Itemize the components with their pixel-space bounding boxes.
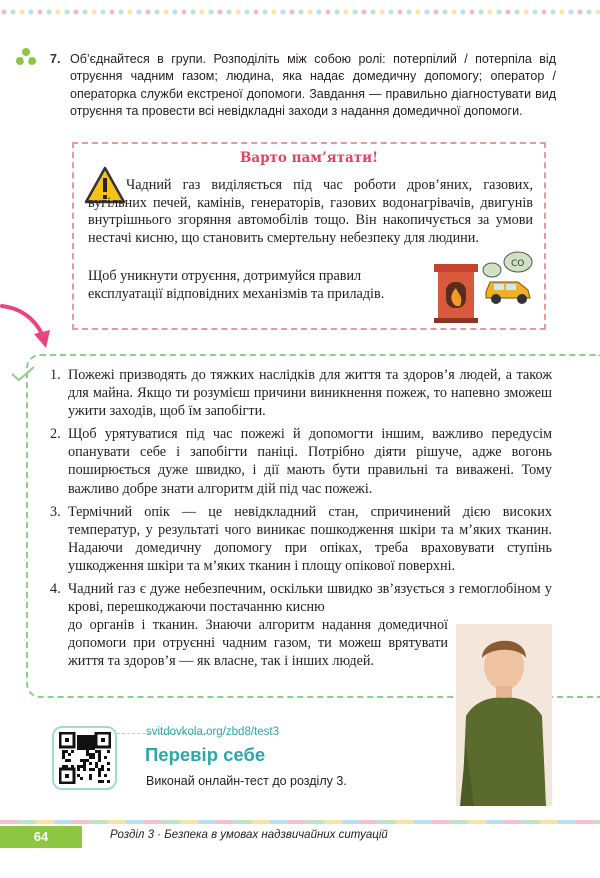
border-dot	[101, 10, 106, 15]
qr-cell	[98, 750, 101, 753]
qr-cell	[89, 744, 92, 747]
border-dot	[2, 10, 7, 15]
qr-cell	[101, 765, 104, 768]
qr-cell	[89, 747, 92, 750]
qr-cell	[77, 747, 80, 750]
top-dot-border	[0, 8, 600, 16]
qr-cell	[98, 756, 101, 759]
list-item: 2. Щоб урятуватися під час пожежі й допомогти іншим, важливо передусім опанувати себе і запобігти паніці. Потрібно діяти рішуче, адже вогонь поширюється дуже швидко, і дії мають бути правильні та виважені. Тому важливо добре знати алгоритм дій під час пожежі.	[50, 426, 552, 497]
border-dot	[83, 10, 88, 15]
qr-cell	[89, 777, 92, 780]
qr-cell	[89, 762, 92, 765]
qr-cell	[86, 747, 89, 750]
qr-cell	[86, 753, 89, 756]
border-dot	[29, 10, 34, 15]
border-dot	[65, 10, 70, 15]
border-dot	[92, 10, 97, 15]
border-dot	[74, 10, 79, 15]
qr-cell	[62, 756, 65, 759]
qr-cell	[83, 768, 86, 771]
border-dot	[425, 10, 430, 15]
border-dot	[173, 10, 178, 15]
qr-cell	[65, 759, 68, 762]
qr-cell	[83, 738, 86, 741]
task-number: 7.	[50, 52, 61, 66]
border-dot	[290, 10, 295, 15]
pointer-arrow-icon	[0, 300, 60, 352]
remember-paragraph-2: Щоб уникнути отруєння, дотримуйся правил експлуатації відповідних механізмів та приладів.	[88, 268, 385, 302]
border-dot	[371, 10, 376, 15]
border-dot	[245, 10, 250, 15]
border-dot	[434, 10, 439, 15]
qr-cell	[68, 753, 71, 756]
qr-cell	[89, 768, 92, 771]
qr-cell	[86, 759, 89, 762]
qr-cell	[98, 753, 101, 756]
qr-cell	[89, 774, 92, 777]
border-dot	[344, 10, 349, 15]
qr-cell	[77, 774, 80, 777]
border-dot	[461, 10, 466, 15]
border-dot	[470, 10, 475, 15]
qr-cell	[107, 780, 110, 783]
border-dot	[533, 10, 538, 15]
border-dot	[263, 10, 268, 15]
car-exhaust-icon	[478, 248, 536, 306]
qr-cell	[92, 768, 95, 771]
border-dot	[137, 10, 142, 15]
qr-cell	[89, 741, 92, 744]
border-dot	[578, 10, 583, 15]
border-dot	[389, 10, 394, 15]
qr-cell	[86, 738, 89, 741]
border-dot	[452, 10, 457, 15]
qr-cell	[71, 750, 74, 753]
border-dot	[569, 10, 574, 15]
qr-cell	[65, 750, 68, 753]
qr-cell	[98, 768, 101, 771]
qr-cell	[101, 768, 104, 771]
border-dot	[182, 10, 187, 15]
list-item: 4. Чадний газ є дуже небезпечним, оскільки швидко зв’язується з гемоглобіном у крові, перешкоджаючи постачанню кисню до органів і тканин. Знаючи алгоритм надання домедичної допомоги при отруєнні чадним газом, ти можеш врятувати життя та здоров’я — як власне, так і інших людей.	[50, 581, 552, 670]
page-number: 64	[0, 826, 82, 848]
border-dot	[488, 10, 493, 15]
qr-cell	[80, 777, 83, 780]
qr-cell	[80, 738, 83, 741]
qr-code-icon[interactable]	[59, 732, 111, 784]
border-dot	[299, 10, 304, 15]
qr-cell	[98, 780, 101, 783]
border-dot	[146, 10, 151, 15]
list-item: 1. Пожежі призводять до тяжких наслідків для життя та здоров’я людей, а також для майна. Якщо ти розумієш причини виникнення пожеж, то напевно зможеш ужити заходів, щоб їм запобігти.	[50, 367, 552, 420]
qr-cell	[104, 756, 107, 759]
remember-paragraph-1: Чадний газ виділяється під час роботи дров’яних, газових, вугільних печей, камінів, генераторів, газових водонагрівачів, двигунів внутрішнього згоряння автомобілів тощо. Він накопичується за умови нестачі кисню, що становить смертельну небезпеку для людини.	[88, 177, 533, 247]
border-dot	[326, 10, 331, 15]
test-subtitle: Виконай онлайн-тест до розділу 3.	[146, 774, 347, 788]
qr-cell	[62, 750, 65, 753]
border-dot	[353, 10, 358, 15]
qr-cell	[62, 753, 65, 756]
qr-cell	[95, 750, 98, 753]
border-dot	[38, 10, 43, 15]
border-dot	[416, 10, 421, 15]
border-dot	[362, 10, 367, 15]
border-dot	[497, 10, 502, 15]
qr-cell	[68, 759, 71, 762]
border-dot	[227, 10, 232, 15]
qr-cell	[92, 753, 95, 756]
border-dot	[164, 10, 169, 15]
student-photo	[456, 624, 552, 806]
border-dot	[119, 10, 124, 15]
border-dot	[20, 10, 25, 15]
qr-cell	[104, 774, 107, 777]
qr-cell	[101, 780, 104, 783]
test-title: Перевір себе	[145, 744, 266, 765]
border-dot	[407, 10, 412, 15]
border-dot	[308, 10, 313, 15]
border-dot	[587, 10, 592, 15]
border-dot	[254, 10, 259, 15]
border-dot	[398, 10, 403, 15]
border-dot	[335, 10, 340, 15]
border-dot	[596, 10, 600, 15]
qr-cell	[98, 774, 101, 777]
checkmark-icon	[10, 365, 36, 383]
list-item: 3. Термічний опік — це невідкладний стан, спричинений дією високих температур, у результаті чого виникає пошкодження шкіри та м’яких тканин. Надаючи домедичну допомогу при опіках, треба враховувати ступінь ушкодження шкіри та м’яких тканин і площу опікової поверхні.	[50, 503, 552, 574]
qr-cell	[80, 735, 83, 738]
border-dot	[479, 10, 484, 15]
qr-cell	[89, 753, 92, 756]
qr-cell	[80, 759, 83, 762]
border-dot	[380, 10, 385, 15]
qr-cell	[95, 765, 98, 768]
qr-cell	[107, 762, 110, 765]
group-task-icon	[14, 46, 38, 70]
qr-cell	[107, 768, 110, 771]
qr-cell	[83, 747, 86, 750]
border-dot	[191, 10, 196, 15]
qr-cell	[89, 735, 92, 738]
border-dot	[317, 10, 322, 15]
border-dot	[506, 10, 511, 15]
border-dot	[560, 10, 565, 15]
border-dot	[155, 10, 160, 15]
qr-cell	[80, 744, 83, 747]
qr-cell	[86, 750, 89, 753]
border-dot	[11, 10, 16, 15]
qr-cell	[89, 756, 92, 759]
qr-cell	[83, 762, 86, 765]
border-dot	[218, 10, 223, 15]
qr-cell	[77, 765, 80, 768]
border-dot	[551, 10, 556, 15]
qr-cell	[86, 741, 89, 744]
qr-cell	[80, 741, 83, 744]
border-dot	[47, 10, 52, 15]
border-dot	[281, 10, 286, 15]
border-dot	[443, 10, 448, 15]
border-dot	[128, 10, 133, 15]
fireplace-icon	[430, 260, 482, 324]
co-label: CO	[511, 259, 525, 269]
footer-stripe	[0, 820, 600, 824]
qr-cell	[77, 741, 80, 744]
border-dot	[515, 10, 520, 15]
qr-cell	[86, 735, 89, 738]
task-text: Об’єднайтеся в групи. Розподіліть між собою ролі: потерпілий / потерпіла від отруєння чадним газом; людина, яка надає домедичну допомогу; оператор / операторка служби екстреної допомоги. Завдання — правильно діагностувати вид отруєння та провести всі невідкладні заходи з надання домедичної допомоги.	[70, 52, 556, 119]
qr-cell	[77, 735, 80, 738]
qr-cell	[92, 756, 95, 759]
border-dot	[524, 10, 529, 15]
qr-cell	[77, 768, 80, 771]
qr-cell	[107, 750, 110, 753]
border-dot	[200, 10, 205, 15]
qr-cell	[77, 738, 80, 741]
qr-cell	[86, 744, 89, 747]
qr-cell	[83, 759, 86, 762]
qr-cell	[80, 765, 83, 768]
qr-cell	[80, 747, 83, 750]
test-link[interactable]: svitdovkola.org/zbd8/test3	[146, 726, 279, 738]
footer-section-title: Розділ 3 · Безпека в умовах надзвичайних ситуацій	[110, 829, 388, 841]
border-dot	[542, 10, 547, 15]
qr-cell	[83, 741, 86, 744]
qr-cell	[83, 765, 86, 768]
border-dot	[272, 10, 277, 15]
qr-cell	[95, 762, 98, 765]
border-dot	[236, 10, 241, 15]
border-dot	[56, 10, 61, 15]
border-dot	[209, 10, 214, 15]
qr-cell	[89, 738, 92, 741]
border-dot	[110, 10, 115, 15]
qr-cell	[98, 759, 101, 762]
remember-title: Варто пам’ятати!	[239, 150, 379, 166]
qr-cell	[77, 744, 80, 747]
qr-cell	[83, 744, 86, 747]
qr-cell	[98, 771, 101, 774]
qr-cell	[83, 735, 86, 738]
